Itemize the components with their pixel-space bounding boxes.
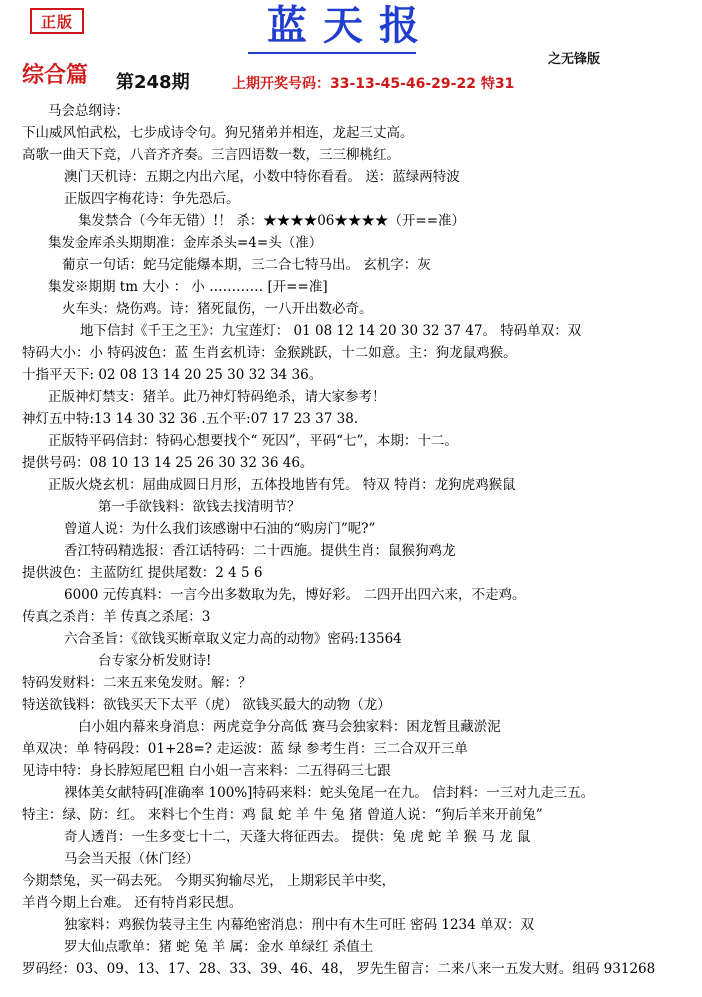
text-line: 六合圣旨：《欲钱买断章取义定力高的动物》密码:13564 xyxy=(64,631,402,647)
text-line: 今期禁兔，买一码去死。 今期买狗输尽光， 上期彩民羊中奖， xyxy=(22,873,396,889)
text-line: 集发禁合（今年无错）!！ 杀：★★★★06★★★★（开==准） xyxy=(78,213,466,229)
text-line: 6000 元传真料：一言今出多数取为先，博好彩。 二四开出四六来，不走鸡。 xyxy=(64,587,526,603)
text-line: 羊肖今期上台难。 还有特肖彩民想。 xyxy=(22,895,243,911)
issue-number: 第248期 xyxy=(116,72,190,93)
text-line: 葡京一句话：蛇马定能爆本期，三二合七特马出。 玄机字：灰 xyxy=(62,257,431,273)
text-line: 单双决：单 特码段：01+28=? 走运波：蓝 绿 参考生肖：三二合双开三单 xyxy=(22,741,468,757)
text-line: 正版火烧玄机：屈曲成圆日月形，五体投地皆有凭。 特双 特肖：龙狗虎鸡猴鼠 xyxy=(48,477,516,493)
masthead-rule xyxy=(248,52,416,54)
text-line: 下山威风怕武松，七步成诗令句。狗兄猪弟并相连，龙起三丈高。 xyxy=(22,125,414,141)
genuine-stamp: 正版 xyxy=(30,8,84,34)
text-line: 火车头：烧伤鸡。诗：猪死鼠伤，一八开出数必奇。 xyxy=(62,301,373,317)
text-line: 提供波色：主蓝防红 提供尾数：2 4 5 6 xyxy=(22,565,263,581)
text-line: 神灯五中特:13 14 30 32 36 .五个平:07 17 23 37 38. xyxy=(22,411,359,427)
text-line: 正版四字梅花诗：争先恐后。 xyxy=(64,191,240,207)
text-line: 台专家分析发财诗! xyxy=(98,653,212,669)
text-line: 集发金库杀头期期准：金库杀头=4=头（准） xyxy=(48,235,323,251)
text-line: 香江特码精选报：香江话特码：二十西施。提供生肖：鼠猴狗鸡龙 xyxy=(64,543,456,559)
text-line: 集发※期期 tm 大小 ： 小 ………… [开==准] xyxy=(48,279,328,295)
text-line: 罗大仙点歌单：猪 蛇 兔 羊 属：金水 单绿红 杀值土 xyxy=(64,939,374,955)
text-line: 传真之杀肖：羊 传真之杀尾：3 xyxy=(22,609,211,625)
text-line: 罗码经：03、09、13、17、28、33、39、46、48， 罗先生留言：二来八来一五发大财。组码 931268 xyxy=(22,961,656,977)
text-line: 提供号码：08 10 13 14 25 26 30 32 36 46。 xyxy=(22,455,314,471)
text-line: 特码大小：小 特码波色：蓝 生肖玄机诗：金猴跳跃，十二如意。主：狗龙鼠鸡猴。 xyxy=(22,345,517,361)
text-line: 特送欲钱料：欲钱买天下太平（虎） 欲钱买最大的动物（龙） xyxy=(22,697,391,713)
text-line: 特主：绿、防：红。 来料七个生肖：鸡 鼠 蛇 羊 牛 兔 猪 曾道人说：“狗后羊来开前兔” xyxy=(22,807,543,823)
edition-label: 之无锋版 xyxy=(548,52,601,67)
text-line: 第一手欲钱料：欲钱去找清明节？ xyxy=(98,499,301,515)
text-line: 白小姐内幕来身消息：两虎竞争分高低 赛马会独家料：困龙暂且藏淤泥 xyxy=(78,719,501,735)
text-line: 高歌一曲天下竞，八音齐齐奏。三言四语数一数，三三柳桃红。 xyxy=(22,147,400,163)
text-line: 曾道人说：为什么我们该感谢中石油的“购房门”呢?” xyxy=(64,521,376,537)
text-line: 马会当天报（休门经） xyxy=(64,851,199,867)
text-line: 地下信封《千王之王》：九宝莲灯： 01 08 12 14 20 30 32 37 47。 特码单双：双 xyxy=(80,323,582,339)
text-line: 澳门天机诗：五期之内出六尾，小数中特你看看。 送：蓝绿两特波 xyxy=(64,169,460,185)
last-draw-numbers: 上期开奖号码：33-13-45-46-29-22 特31 xyxy=(232,76,515,92)
text-line: 见诗中特：身长脖短尾巴粗 白小姐一言来料：二五得码三七跟 xyxy=(22,763,391,779)
text-line: 正版特平码信封：特码心想要找个“ 死囚”，平码“七”，本期：十二。 xyxy=(48,433,458,449)
text-line: 裸体美女献特码[准确率 100%]特码来料：蛇头兔尾一在九。 信封料：一三对九走三五。 xyxy=(64,785,595,801)
text-line: 独家料：鸡猴伪装寻主生 内幕绝密消息：刑中有木生可旺 密码 1234 单双：双 xyxy=(64,917,535,933)
text-line: 正版神灯禁支：猪羊。此乃神灯特码绝杀，请大家参考！ xyxy=(48,389,386,405)
text-line: 马会总纲诗： xyxy=(48,103,129,119)
masthead-title: 蓝天报 xyxy=(267,2,435,49)
text-line: 特码发财料：二来五来兔发财。解：？ xyxy=(22,675,252,691)
text-line: 奇人透肖：一生多变七十二，天蓬大将征西去。 提供：兔 虎 蛇 羊 猴 马 龙 鼠 xyxy=(64,829,531,845)
text-line: 十指平天下: 02 08 13 14 20 25 30 32 34 36。 xyxy=(22,367,323,383)
section-title: 综合篇 xyxy=(22,62,89,88)
